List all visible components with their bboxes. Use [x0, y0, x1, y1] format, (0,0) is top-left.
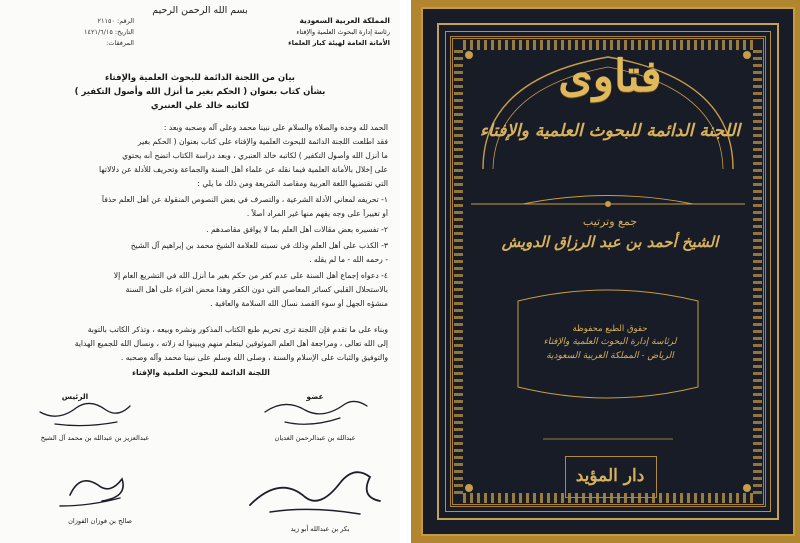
basmala: بسم الله الرحمن الرحيم [152, 5, 248, 16]
signature-stroke [285, 418, 340, 424]
signature-stroke [55, 422, 117, 426]
corner-ornaments [465, 51, 751, 492]
signatory-name: بكر بن عبدالله أبو زيد [290, 525, 350, 533]
publisher-name: دار المؤيد [575, 466, 645, 486]
reference-date: التاريخ: ١٤٢١/٦/١٥ [84, 28, 134, 36]
body-line: ٣- الكذب على أهل العلم وذلك في نسبته للعلامة الشيخ محمد بن إبراهيم آل الشيخ [130, 241, 388, 250]
signatory-name: عبدالعزيز بن عبدالله بن محمد آل الشيخ [40, 434, 150, 442]
body-line: الحمد لله وحده والصلاة والسلام على نبينا محمد وعلى آله وصحبه وبعد : [163, 123, 388, 132]
statement-author-line: لكاتبه خالد علي العنبري [150, 101, 250, 111]
body-line: منشؤه الجهل أو سوء القصد نسأل الله السلامة والعافية . [210, 299, 388, 308]
signature-stroke [70, 479, 123, 501]
rights-line: الرياض - المملكة العربية السعودية [546, 351, 674, 361]
book-subtitle: اللجنة الدائمة للبحوث العلمية والإفتاء [479, 121, 741, 141]
body-line: والتوفيق والثبات على الإسلام والسنة ، وصلى الله وسلم على نبينا محمد وآله وصحبه . [120, 353, 388, 362]
signature-stroke [40, 403, 130, 416]
letterhead-country: المملكة العربية السعودية [299, 16, 390, 25]
signatory-title: الرئيس [61, 392, 89, 401]
body-line: - رحمه الله - ما لم يقله . [309, 255, 388, 264]
body-line: ٢- تفسيره بعض مقالات أهل العلم بما لا يوافق مقاصدهم . [206, 225, 388, 234]
body-line: وبناء على ما تقدم فإن اللجنة ترى تحريم طبع الكتاب المذكور ونشره وبيعه ، وتذكر الكاتب بالتوبة [87, 325, 388, 334]
body-line: إلى الله تعالى ، ومراجعة أهل العلم الموثوقين ليتعلم منهم ويبينوا له زلاته ، ونسأل الله للجميع الهداية [74, 339, 388, 348]
compiled-by-label: جمع وترتيب [582, 215, 638, 228]
signatory-name: عبدالله بن عبدالرحمن الغديان [274, 434, 356, 442]
statement-title: بيان من اللجنة الدائمة للبحوث العلمية والإفتاء [105, 73, 295, 83]
rights-line: لرئاسة إدارة البحوث العلمية والإفتاء [543, 337, 677, 347]
center-dot [605, 201, 611, 207]
letterhead-department: رئاسة إدارة البحوث العلمية والإفتاء [296, 28, 390, 36]
committee-signoff: اللجنة الدائمة للبحوث العلمية والإفتاء [132, 368, 270, 377]
body-line: على إخلال بالأمانة العلمية فيما نقله عن علماء أهل السنة والجماعة وتحريف للأدلة عن دلالاتها [99, 165, 388, 174]
body-line: ما أنزل الله وأصول التكفير ) لكاتبه خالد العنبري ، وبعد دراسة الكتاب اتضح أنه يحتوي [122, 151, 388, 160]
cover-panel [421, 7, 795, 536]
signature-stroke [250, 472, 380, 505]
statement-subject: بشأن كتاب بعنوان ( الحكم بغير ما أنزل الله وأصول التكفير ) [74, 87, 326, 97]
rights-line: حقوق الطبع محفوظة [572, 324, 648, 334]
reference-number: الرقم: ٢١١٥٠ [97, 17, 134, 25]
signatory-name: صالح بن فوزان الفوزان [68, 517, 132, 525]
body-line: التي تقتضيها اللغة العربية ومقاصد الشريعة ومن ذلك ما يلي : [197, 179, 388, 188]
body-line: أو تغييراً على وجه يفهم منها غير المراد أصلاً . [246, 209, 388, 218]
book-title: فتاوى [558, 51, 662, 102]
signatory-title: عضو [306, 392, 324, 401]
book-author: الشيخ أحمد بن عبد الرزاق الدويش [501, 233, 719, 251]
body-line: بالاستحلال القلبي كسائر المعاصي التي دون الكفر وهذا محض افتراء على أهل السنة [125, 285, 388, 294]
body-line: ١- تحريفه لمعاني الأدلة الشرعية ، والتصرف في بعض النصوص المنقولة عن أهل العلم حذفاً [101, 195, 388, 204]
letterhead-secretariat: الأمانة العامة لهيئة كبار العلماء [288, 39, 390, 47]
body-line: فقد اطلعت اللجنة الدائمة للبحوث العلمية والإفتاء على كتاب بعنوان ( الحكم بغير [137, 137, 388, 146]
signature-stroke [270, 509, 360, 514]
signature-stroke [265, 401, 367, 413]
book-cover [411, 0, 800, 543]
body-line: ٤- دعواه إجماع أهل السنة على عدم كفر من حكم بغير ما أنزل الله في التشريع العام إلا [113, 271, 388, 280]
attachments-label: المرفقات: [106, 39, 134, 47]
